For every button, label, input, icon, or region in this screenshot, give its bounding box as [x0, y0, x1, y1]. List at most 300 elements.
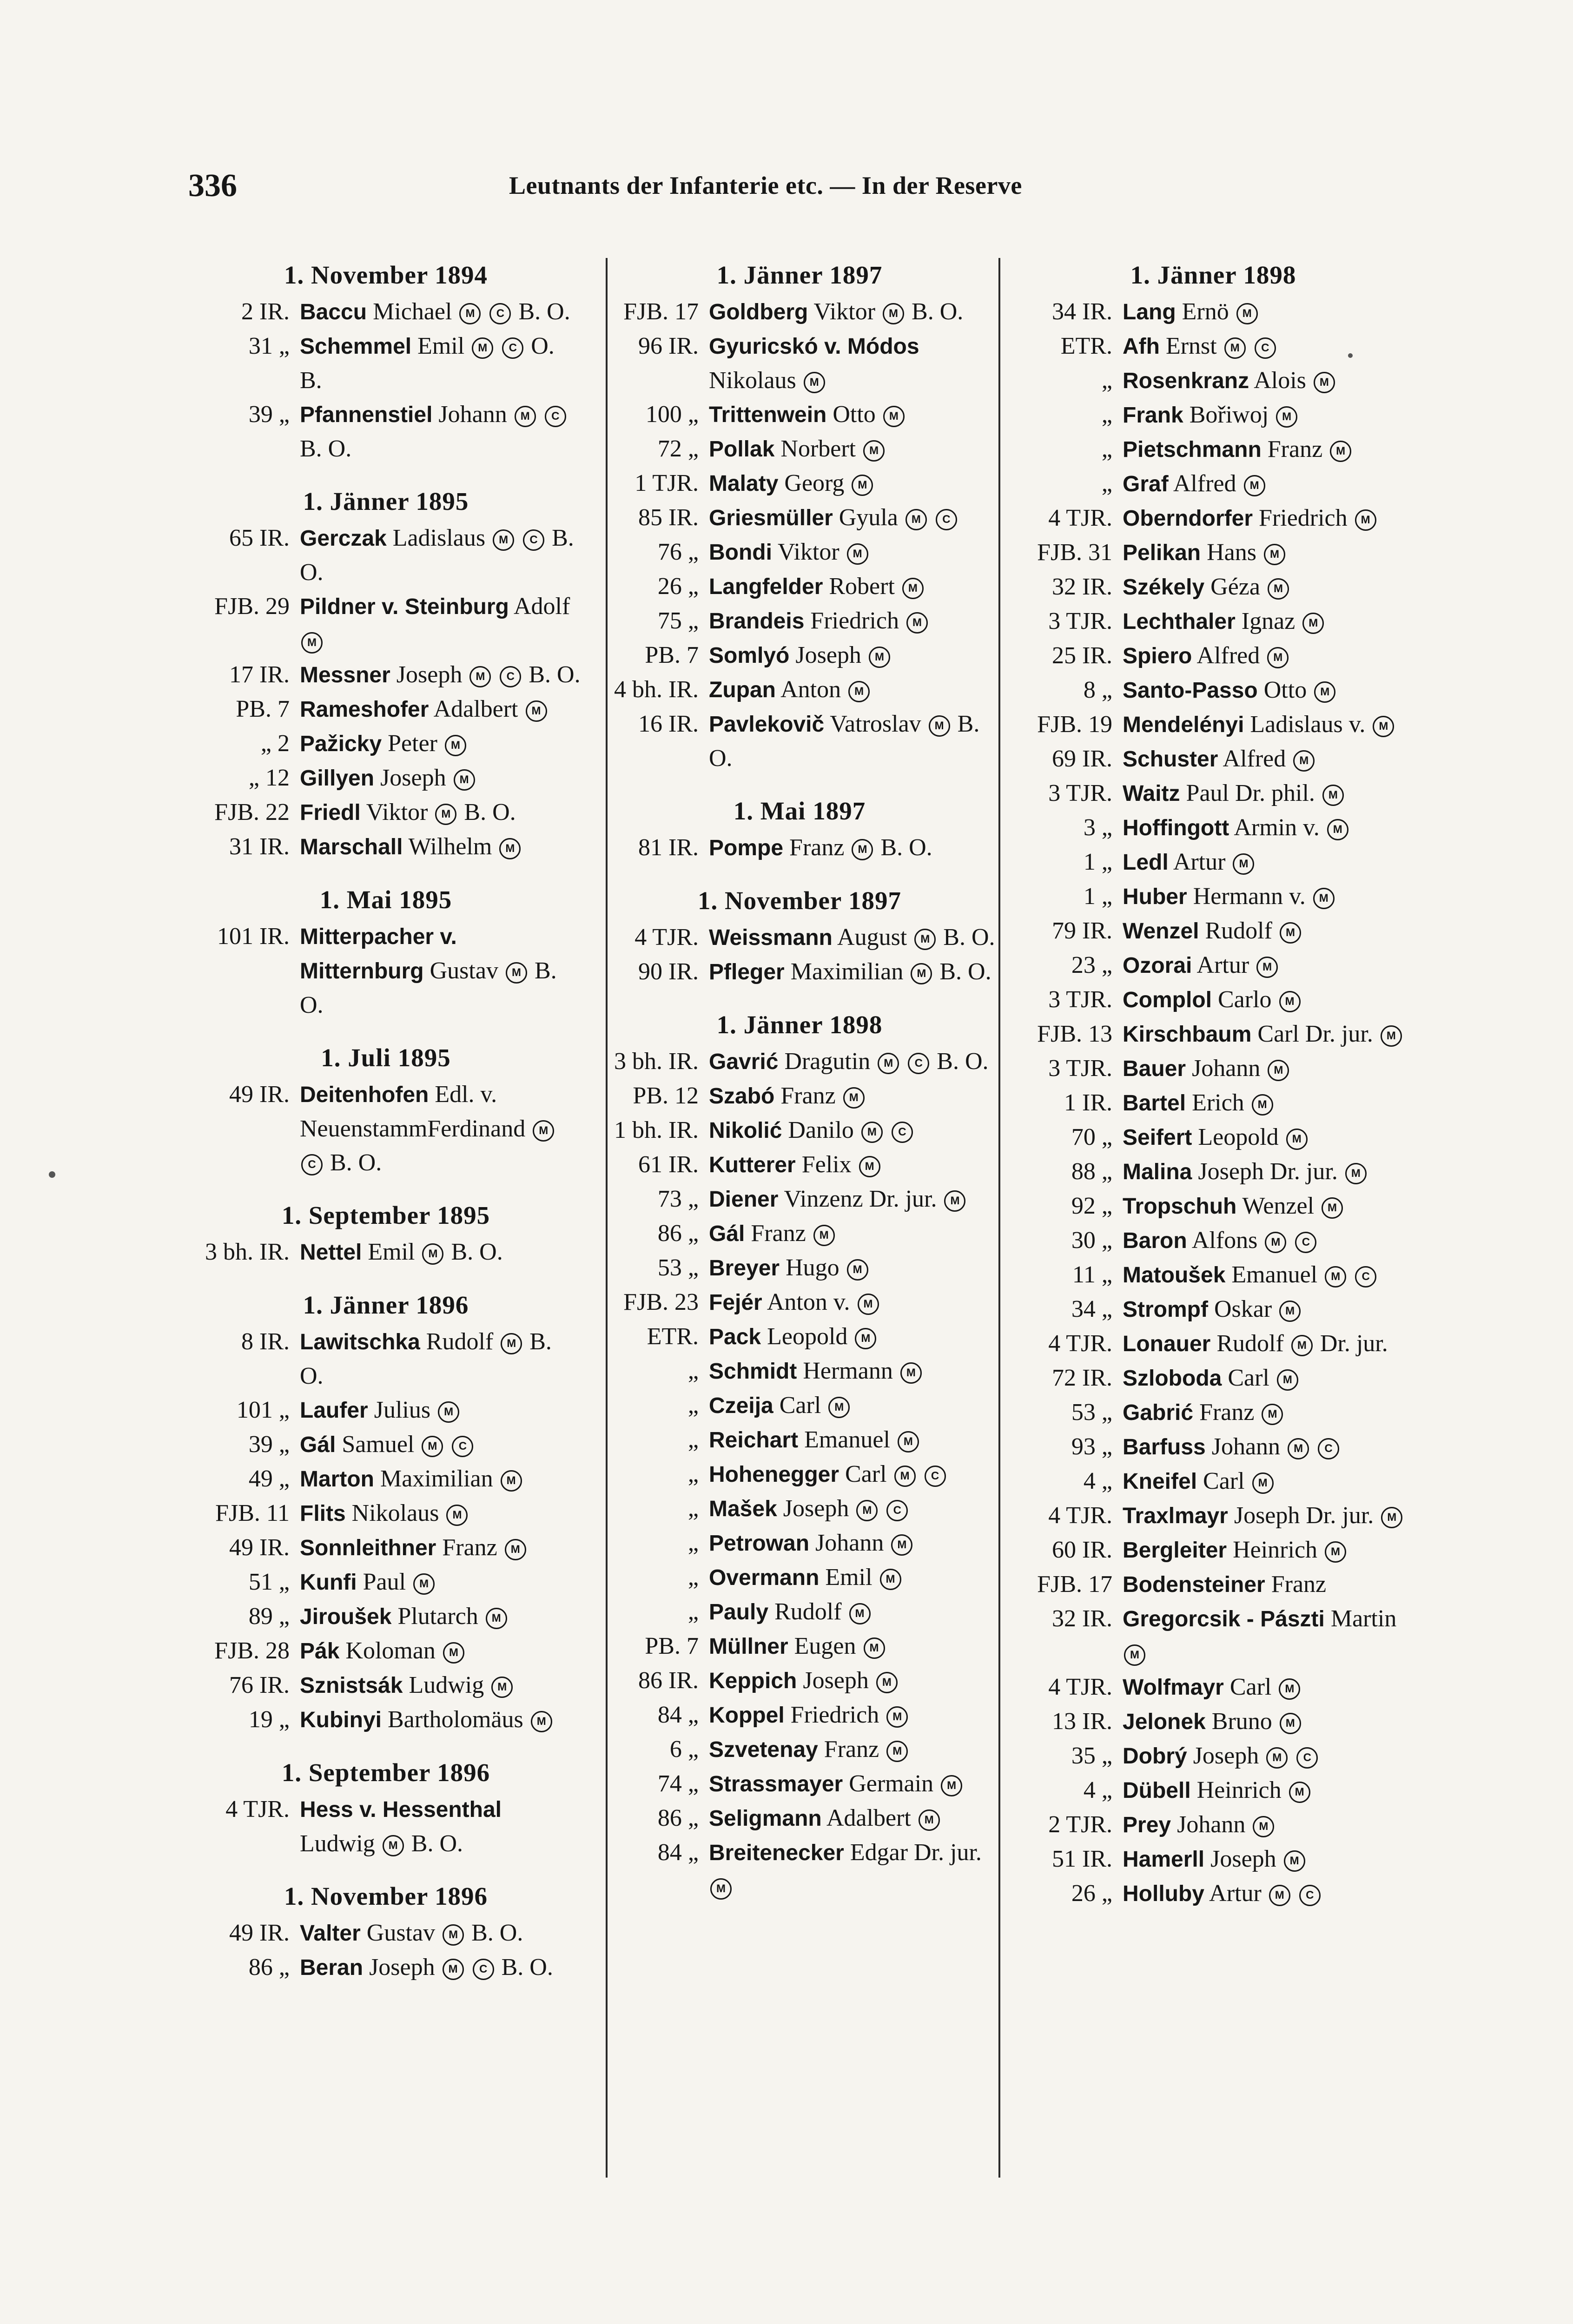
entry-text [1123, 432, 1413, 467]
regiment-label: 70 „ [1071, 1124, 1112, 1150]
regiment-label: 3 bh. IR. [205, 1239, 290, 1265]
regiment-label: FJB. 29 [214, 593, 290, 620]
entry-text [300, 1462, 581, 1496]
section-heading: 1. November 1894 [284, 261, 488, 289]
officer-entry [191, 726, 581, 761]
medal-m-icon: M [443, 1959, 464, 1980]
surname: Nikolić [709, 1118, 782, 1143]
regiment-label: „ [687, 1564, 699, 1591]
entry-text [1123, 1739, 1413, 1773]
regiment-label: 4 bh. IR. [614, 676, 699, 703]
given-name: Artur [1173, 849, 1226, 875]
given-name: Viktor [366, 799, 428, 825]
surname: Goldberg [709, 300, 808, 324]
regiment-label: 4 TJR. [1048, 505, 1112, 531]
entry-text [709, 1388, 999, 1423]
surname: Waitz [1123, 781, 1180, 806]
medal-m-icon: M [848, 681, 870, 702]
regiment-label: 4 TJR. [225, 1796, 290, 1822]
cross-c-icon: C [886, 1500, 908, 1521]
entry-text [709, 1457, 999, 1492]
regiment-label: ETR. [647, 1323, 699, 1350]
surname: Marschall [300, 835, 403, 859]
officer-entry [600, 1801, 999, 1835]
officer-entry [1013, 983, 1413, 1017]
officer-entry [1013, 1533, 1413, 1567]
medal-m-icon: M [1327, 819, 1348, 840]
given-name: Erich [1192, 1089, 1244, 1116]
surname: Lechthaler [1123, 609, 1236, 634]
entry-text [709, 1629, 999, 1664]
regiment-label: 3 TJR. [1048, 986, 1112, 1013]
entry-text [300, 1325, 581, 1393]
regiment-label: 35 „ [1071, 1743, 1112, 1769]
surname: Pavlekovič [709, 712, 825, 737]
given-name: Friedrich [810, 607, 899, 634]
medal-m-icon: M [1322, 1197, 1343, 1219]
surname: Brandeis [709, 609, 805, 634]
medal-m-icon: M [486, 1608, 507, 1629]
regiment-label: 3 bh. IR. [614, 1048, 699, 1075]
officer-entry [191, 1792, 581, 1861]
regiment-label: 3 TJR. [1048, 1055, 1112, 1082]
surname: Huber [1123, 885, 1187, 909]
given-name: Alois [1254, 367, 1306, 394]
officer-entry [600, 1044, 999, 1079]
entry-suffix: B. O. [501, 1954, 553, 1981]
medal-m-icon: M [914, 929, 936, 950]
medal-m-icon: M [1279, 1301, 1301, 1322]
medal-m-icon: M [383, 1835, 404, 1856]
medal-m-icon: M [859, 1156, 880, 1177]
entry-suffix: B. O. [880, 834, 932, 861]
medal-m-icon: M [876, 1672, 898, 1693]
regiment-label: 34 IR. [1052, 298, 1112, 325]
officer-entry [191, 329, 581, 397]
regiment-label: 1 TJR. [634, 470, 699, 496]
cross-c-icon: C [489, 303, 511, 324]
regiment-label: 89 „ [248, 1603, 290, 1630]
regiment-label: 72 „ [657, 436, 699, 462]
entry-text [709, 673, 999, 707]
given-name: Heinrich [1196, 1777, 1282, 1803]
surname: Pompe [709, 836, 784, 860]
medal-m-icon: M [1381, 1507, 1402, 1528]
given-name: Joseph [369, 1954, 435, 1981]
medal-m-icon: M [1265, 1232, 1286, 1253]
regiment-label: FJB. 19 [1037, 711, 1112, 738]
officer-entry [1013, 1155, 1413, 1189]
medal-m-icon: M [301, 632, 323, 654]
surname: Seifert [1123, 1125, 1192, 1150]
officer-entry [600, 638, 999, 673]
officer-entry [1013, 535, 1413, 570]
given-name: Gustav [366, 1920, 436, 1946]
given-name: Joseph [1193, 1743, 1259, 1769]
entry-text [1123, 879, 1413, 914]
surname: Marton [300, 1467, 374, 1492]
entry-text [1123, 1189, 1413, 1223]
officer-entry [600, 397, 999, 432]
medal-m-icon: M [886, 1706, 908, 1728]
surname: Oberndorfer [1123, 506, 1253, 531]
regiment-label: 23 „ [1071, 952, 1112, 978]
entry-text [1123, 1876, 1413, 1911]
given-name: Johann [438, 401, 507, 428]
given-name: Emil [368, 1239, 415, 1265]
officer-entry [600, 295, 999, 329]
officer-entry [1013, 604, 1413, 639]
regiment-label: FJB. 22 [214, 799, 290, 825]
entry-text [1123, 1499, 1413, 1533]
entry-text [709, 1182, 999, 1216]
surname: Mitterpacher v. Mitternburg [300, 924, 457, 984]
surname: Pildner v. Steinburg [300, 594, 509, 619]
cross-c-icon: C [452, 1436, 473, 1457]
medal-m-icon: M [883, 303, 904, 324]
given-name: Anton v. [767, 1289, 850, 1315]
medal-m-icon: M [413, 1573, 435, 1595]
surname: Malaty [709, 471, 779, 496]
given-name: Rudolf [1216, 1330, 1284, 1357]
surname: Barfuss [1123, 1435, 1206, 1459]
given-name: Franz [1271, 1571, 1327, 1598]
officer-entry [600, 831, 999, 865]
cross-c-icon: C [473, 1959, 494, 1980]
entry-text [1123, 1395, 1413, 1430]
given-name: Franz [1267, 436, 1323, 462]
entry-suffix: B. O. [471, 1920, 523, 1946]
regiment-label: 75 „ [657, 607, 699, 634]
given-name: Johann [815, 1530, 884, 1556]
given-name: Julius [374, 1397, 431, 1423]
regiment-label: 61 IR. [638, 1151, 699, 1178]
surname: Friedl [300, 800, 361, 825]
regiment-label: „ [1101, 367, 1112, 394]
entry-text [709, 329, 999, 397]
entry-text [1123, 1086, 1413, 1120]
given-name: Emil [417, 333, 465, 359]
entry-text [300, 397, 581, 466]
surname: Valter [300, 1921, 361, 1946]
entry-text [709, 1423, 999, 1457]
regiment-label: 1 bh. IR. [614, 1117, 699, 1143]
regiment-label: „ [687, 1392, 699, 1419]
surname: Diener [709, 1187, 779, 1212]
surname: Matoušek [1123, 1263, 1226, 1287]
surname: Messner [300, 663, 390, 687]
medal-m-icon: M [515, 406, 536, 427]
medal-m-icon: M [501, 1470, 522, 1492]
officer-entry [600, 1320, 999, 1354]
regiment-label: „ [687, 1426, 699, 1453]
officer-entry [600, 1664, 999, 1698]
surname: Koppel [709, 1703, 785, 1728]
entry-text [709, 432, 999, 466]
section-heading: 1. September 1896 [281, 1758, 490, 1787]
officer-entry [1013, 1602, 1413, 1670]
given-name: Viktor [778, 539, 839, 565]
cross-c-icon: C [545, 406, 566, 427]
medal-m-icon: M [843, 1087, 865, 1109]
given-name: Eugen [794, 1633, 856, 1659]
entry-text [1123, 1120, 1413, 1155]
given-name: Bartholomäus [388, 1706, 523, 1733]
entry-text [300, 1916, 581, 1950]
entry-text [709, 1216, 999, 1251]
officer-entry [1013, 776, 1413, 811]
entry-text [709, 1285, 999, 1320]
medal-m-icon: M [900, 1362, 922, 1384]
surname: Weissmann [709, 925, 833, 950]
officer-entry [600, 707, 999, 775]
surname: Sznistsák [300, 1673, 403, 1698]
medal-m-icon: M [856, 1500, 878, 1521]
regiment-label: 86 „ [248, 1954, 290, 1981]
surname: Traxlmayr [1123, 1504, 1228, 1528]
entry-text [300, 1531, 581, 1565]
given-name: Oskar [1214, 1296, 1272, 1322]
entry-suffix: B. O. [937, 1048, 989, 1075]
medal-m-icon: M [493, 529, 514, 551]
medal-m-icon: M [459, 303, 481, 324]
officer-entry [600, 1216, 999, 1251]
medal-m-icon: M [1262, 1404, 1283, 1425]
entry-text [709, 707, 999, 775]
regiment-label: 84 „ [657, 1839, 699, 1866]
medal-m-icon: M [883, 406, 905, 427]
medal-m-icon: M [849, 1603, 871, 1624]
officer-entry [1013, 1430, 1413, 1464]
entry-text [300, 295, 581, 329]
entry-text [300, 1634, 581, 1668]
officer-entry [1013, 432, 1413, 467]
regiment-label: 8 „ [1083, 677, 1112, 703]
given-name: Joseph Dr. jur. [1234, 1502, 1374, 1529]
given-name: Ernö [1182, 298, 1229, 325]
regiment-label: 4 TJR. [634, 924, 699, 951]
surname: Pažicky [300, 732, 382, 756]
medal-m-icon: M [1124, 1644, 1145, 1666]
given-name: Germain [849, 1770, 934, 1797]
entry-text [709, 1698, 999, 1732]
medal-m-icon: M [869, 647, 890, 668]
surname: Mendelényi [1123, 713, 1244, 737]
officer-entry [600, 1182, 999, 1216]
medal-m-icon: M [506, 962, 527, 984]
surname: Wenzel [1123, 919, 1199, 944]
surname: Gavrić [709, 1050, 779, 1074]
regiment-label: 16 IR. [638, 711, 699, 737]
officer-entry [1013, 1120, 1413, 1155]
regiment-label: 65 IR. [229, 525, 290, 551]
given-name: Nikolaus [351, 1500, 439, 1526]
entry-text [300, 329, 581, 397]
regiment-label: FJB. 28 [214, 1637, 290, 1664]
cross-c-icon: C [936, 509, 957, 530]
officer-entry [600, 1560, 999, 1595]
medal-m-icon: M [1325, 1541, 1346, 1563]
medal-m-icon: M [1268, 1060, 1289, 1081]
given-name: Paul [363, 1569, 406, 1595]
section-heading: 1. November 1897 [697, 886, 902, 915]
surname: Székely [1123, 575, 1205, 600]
entry-text [709, 1526, 999, 1560]
entry-suffix: B. O. [330, 1149, 382, 1176]
medal-m-icon: M [1288, 1438, 1309, 1459]
given-name: Franz [1199, 1399, 1255, 1426]
given-name: Joseph [1210, 1846, 1276, 1872]
medal-m-icon: M [847, 543, 868, 565]
given-name: Ignaz [1241, 608, 1295, 634]
given-name: Vinzenz Dr. jur. [784, 1186, 937, 1212]
officer-entry [191, 1427, 581, 1462]
surname: Beran [300, 1955, 364, 1980]
officer-entry [1013, 1876, 1413, 1911]
medal-m-icon: M [894, 1466, 916, 1487]
medal-m-icon: M [505, 1539, 526, 1560]
officer-entry [1013, 914, 1413, 948]
medal-m-icon: M [828, 1397, 850, 1418]
officer-entry [1013, 1808, 1413, 1842]
regiment-label: „ [687, 1358, 699, 1384]
entry-text [709, 1560, 999, 1595]
medal-m-icon: M [435, 804, 456, 825]
regiment-label: 51 „ [248, 1569, 290, 1595]
entry-suffix: Dr. jur. [1320, 1330, 1388, 1357]
surname: Ledl [1123, 850, 1169, 875]
given-name: Joseph [396, 661, 463, 688]
regiment-label: 19 „ [248, 1706, 290, 1733]
regiment-label: „ 12 [248, 765, 290, 791]
surname: Pfleger [709, 960, 785, 984]
given-name: Leopold [767, 1323, 848, 1350]
medal-m-icon: M [531, 1711, 552, 1732]
officer-entry [191, 1950, 581, 1985]
cross-c-icon: C [502, 337, 523, 359]
surname: Pollak [709, 437, 775, 462]
officer-entry [600, 1148, 999, 1182]
surname: Complol [1123, 988, 1212, 1012]
surname: Pák [300, 1639, 340, 1664]
surname: Szvetenay [709, 1737, 818, 1762]
surname: Gerczak [300, 526, 387, 551]
surname: Reichart [709, 1428, 799, 1452]
entry-text [709, 1251, 999, 1285]
entry-text [709, 466, 999, 501]
given-name: Carl Dr. jur. [1257, 1021, 1373, 1047]
given-name: Rudolf [774, 1598, 842, 1625]
surname: Müllner [709, 1634, 788, 1659]
surname: Kneifel [1123, 1469, 1197, 1494]
medal-m-icon: M [911, 963, 932, 984]
surname: Flits [300, 1501, 346, 1526]
entry-suffix: B. O. [939, 958, 991, 985]
medal-m-icon: M [1322, 785, 1344, 806]
surname: Langfelder [709, 574, 823, 599]
entry-suffix: B. O. [451, 1239, 503, 1265]
cross-c-icon: C [1299, 1885, 1321, 1906]
entry-text [709, 1320, 999, 1354]
regiment-label: 34 „ [1071, 1296, 1112, 1322]
regiment-label: 72 IR. [1052, 1365, 1112, 1391]
regiment-label: 92 „ [1071, 1193, 1112, 1219]
given-name: Joseph [380, 765, 446, 791]
surname: Czeija [709, 1393, 773, 1418]
given-name: Hans [1207, 539, 1256, 566]
given-name: Hermann [803, 1358, 893, 1384]
given-name: Friedrich [790, 1702, 879, 1728]
given-name: Johann [1211, 1433, 1281, 1460]
officer-entry [191, 1531, 581, 1565]
given-name: Franz [780, 1083, 836, 1109]
entry-suffix: B. O. [529, 661, 581, 688]
officer-entry [600, 1835, 999, 1904]
medal-m-icon: M [1355, 509, 1376, 531]
regiment-label: 79 IR. [1052, 918, 1112, 944]
surname: Kunfi [300, 1570, 357, 1595]
regiment-label: PB. 12 [633, 1083, 699, 1109]
entry-text [300, 521, 581, 589]
medal-m-icon: M [1244, 475, 1265, 496]
officer-entry [191, 295, 581, 329]
officer-entry [1013, 1223, 1413, 1258]
given-name: Carl [1228, 1365, 1269, 1391]
regiment-label: „ [687, 1461, 699, 1487]
regiment-label: PB. 7 [645, 642, 699, 668]
given-name: Martin [1330, 1605, 1397, 1632]
entry-text [300, 589, 581, 658]
given-name: Joseph [803, 1667, 869, 1694]
medal-m-icon: M [813, 1225, 835, 1246]
regiment-label: 31 IR. [229, 833, 290, 860]
surname: Tropschuh [1123, 1194, 1237, 1219]
officer-entry [1013, 639, 1413, 673]
entry-text [1123, 707, 1413, 742]
regiment-label: 4 „ [1083, 1468, 1112, 1494]
medal-m-icon: M [501, 1333, 522, 1354]
officer-entry [191, 1235, 581, 1269]
entry-text [300, 1235, 581, 1269]
cross-c-icon: C [523, 529, 544, 551]
officer-entry [600, 1767, 999, 1801]
officer-entry [191, 830, 581, 864]
given-name: Franz [824, 1736, 879, 1763]
entry-text [300, 1792, 581, 1861]
entry-text [1123, 1361, 1413, 1395]
officer-entry [600, 1595, 999, 1629]
officer-entry [1013, 1842, 1413, 1876]
surname: Bondi [709, 540, 772, 565]
officer-entry [191, 397, 581, 466]
medal-m-icon: M [1286, 1129, 1308, 1150]
given-name: Johann [1177, 1811, 1246, 1838]
entry-text [1123, 1842, 1413, 1876]
given-name: Armin v. [1234, 814, 1320, 841]
given-name: Carl [845, 1461, 887, 1487]
given-name: Artur [1209, 1880, 1262, 1907]
officer-entry [191, 1599, 581, 1634]
regiment-label: 2 IR. [241, 298, 290, 325]
officer-entry [1013, 1395, 1413, 1430]
entry-text [1123, 570, 1413, 604]
officer-entry [600, 1113, 999, 1148]
surname: Pauly [709, 1600, 769, 1624]
entry-text [1123, 845, 1413, 879]
surname: Lonauer [1123, 1332, 1211, 1356]
officer-entry [191, 795, 581, 830]
medal-m-icon: M [861, 1122, 883, 1143]
